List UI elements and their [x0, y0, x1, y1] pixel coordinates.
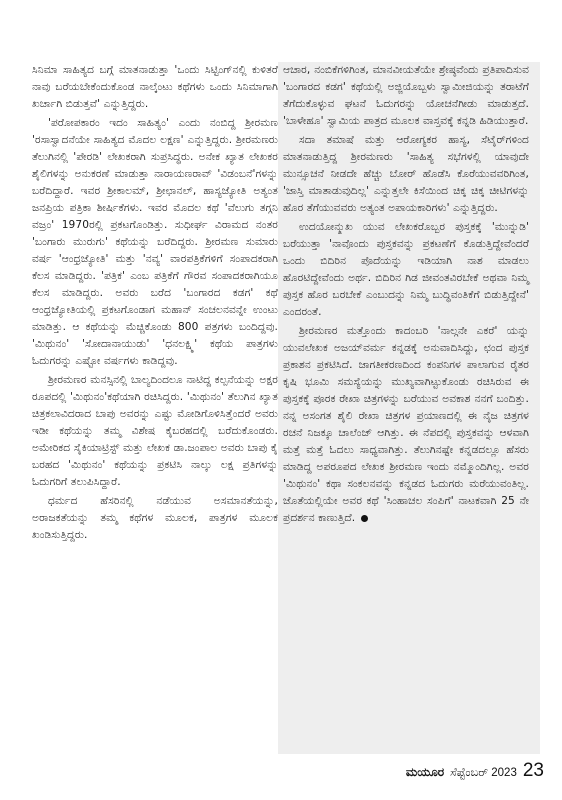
- right-paragraph-2: ಸದಾ ತಮಾಷೆ ಮತ್ತು ಆರೋಗ್ಯಕರ ಹಾಸ್ಯ, ಸೆಟೈರ್‌ಗಳಿಂದ ಮಾತನಾಡುತ್ತಿದ್ದ ಶ್ರೀರಮಣರು 'ಸಾಹಿತ್ಯ ಸಭೆಗಳಲ್ಲಿ ಯಾವುದೇ ಮುನ್ಸೂಚನೆ ನೀಡದೇ ಹೆಚ್ಚು ಬೋರ್ ಹೊಡೆಸಿ ಕೊರೆಯುವವರಿಗಿಂತ, 'ಜಾಸ್ತಿ ಮಾತಾಡುವುದಿಲ್ಲ' ಎನ್ನುತ್ತಲೇ ಕಿಸೆಯಿಂದ ಚಿಕ್ಕ ಚಿಕ್ಕ ಚೀಟಿಗಳನ್ನು ಹೊರ ತೆಗೆಯುವವರು ಅತ್ಯಂತ ಅಪಾಯಕಾರಿಗಳು' ಎನ್ನುತ್ತಿದ್ದರು.: [283, 134, 529, 214]
- right-column: [283, 62, 529, 529]
- right-paragraph-4-text: ಶ್ರೀರಮಣರ ಮತ್ತೊಂದು ಕಾದಂಬರಿ 'ನಾಲ್ಗನೇ ಎಕರೆ' ಯನ್ನು ಯುವಲೇಖಕ ಅಜಯ್‌ವರ್ಮ ಕನ್ನಡಕ್ಕೆ ಅನುವಾದಿಸಿದ್ದು, ಛಂದ ಪುಸ್ತಕ ಪ್ರಕಾಶನ ಪ್ರಕಟಿಸಿದೆ. ಜಾಗತೀಕರಣದಿಂದ ಕಂಪನಿಗಳ ಪಾಲಾಗುವ ರೈತರ ಕೃಷಿ ಭೂಮಿ ಸಮಸ್ಯೆಯನ್ನು ಮುಖ್ಯವಾಗಿಟ್ಟುಕೊಂಡು ರಚಿಸಿರುವ ಈ ಪುಸ್ತಕಕ್ಕೆ ಪೂರಕ ರೇಖಾ ಚಿತ್ರಗಳನ್ನು ಬರೆಯುವ ಅವಕಾಶ ನನಗೆ ಬಂದಿತ್ತು. ನನ್ನ ಅಸಂಗತ ಶೈಲಿ ರೇಖಾ ಚಿತ್ರಗಳ ಪ್ರಯಾಣದಲ್ಲಿ ಈ ನೈಜ ಚಿತ್ರಗಳ ರಚನೆ ನಿಜಕ್ಕೂ ಚಾಲೆಂಜ್ ಆಗಿತ್ತು. ಈ ನೆಪದಲ್ಲಿ ಪುಸ್ತಕವನ್ನು ಆಳವಾಗಿ ಮತ್ತೆ ಮತ್ತೆ ಓದಲು ಸಾಧ್ಯವಾಗಿತ್ತು. ತೆಲುಗಿನಷ್ಟೇ ಕನ್ನಡದಲ್ಲೂ ಹೆಸರು ಮಾಡಿದ್ದ ಅಪರೂಪದ ಲೇಖಕ ಶ್ರೀರಮಣ ಇಂದು ನಮ್ಮೊಂದಿಗಿಲ್ಲ. ಅವರ 'ಮಿಥುನಂ' ಕಥಾ ಸಂಕಲನವನ್ನು ಕನ್ನಡದ ಓದುಗರು ಮರೆಯುವಂತಿಲ್ಲ. ಜೊತೆಯಲ್ಲಿಯೇ ಅವರ ಕಥೆ 'ಸಿಂಹಾಚಲ ಸಂಪಿಗೆ' ನಾಟಕವಾಗಿ 25 ನೇ ಪ್ರದರ್ಶನ ಕಾಣುತ್ತಿದೆ.: [283, 325, 529, 524]
- left-paragraph-3: ಶ್ರೀರಮಣರ ಮನಸ್ಸಿನಲ್ಲಿ ಬಾಲ್ಯದಿಂದಲೂ ನಾಟಿದ್ದ ಕಲ್ಪನೆಯನ್ನು ಅಕ್ಷರ ರೂಪದಲ್ಲಿ 'ಮಿಥುನಂ'ಕಥೆಯಾಗಿ ರಚಿಸಿದ್ದರು. 'ಮಿಥುನಂ' ತೆಲುಗಿನ ಖ್ಯಾತ ಚಿತ್ರಕಲಾವಿದರಾದ ಬಾಪು ಅವರನ್ನು ಎಷ್ಟು ಮೋಡಿಗೊಳಿಸಿತ್ತೆಂದರೆ ಅವರು ಇಡೀ ಕಥೆಯನ್ನು ತಮ್ಮ ವಿಶೇಷ ಕೈಬರಹದಲ್ಲಿ ಬರೆದುಕೊಂಡರು. ಅಮೇರಿಕದ ಸೈಕಿಯಾಟ್ರಿಸ್ಟ್ ಮತ್ತು ಲೇಖಕ ಡಾ.ಜಂಪಾಲ ಅವರು ಬಾಪು ಕೈ ಬರಹದ 'ಮಿಥುನಂ' ಕಥೆಯನ್ನು ಪ್ರಕಟಿಸಿ ನಾಲ್ಕು ಲಕ್ಷ ಪ್ರತಿಗಳನ್ನು ಓದುಗರಿಗೆ ತಲುಪಿಸಿದ್ದಾರೆ.: [32, 374, 278, 488]
- left-paragraph-1: ಸಿನಿಮಾ ಸಾಹಿತ್ಯದ ಬಗ್ಗೆ ಮಾತನಾಡುತ್ತಾ 'ಒಂದು ಸಿಟ್ಟಿಂಗ್‌ನಲ್ಲಿ ಕುಳಿತರೆ ನಾವು ಬರೆಯಬೇಕೆಂದುಕೊಂಡ ನಾಲ್ಕೆಂಟು ಕಥೆಗಳು ಒಂದು ಸಿನಿಮಾಗಾಗಿ ಖರ್ಚಾಗಿ ಬಿಡುತ್ತವೆ' ಎನ್ನುತ್ತಿದ್ದರು.: [32, 64, 278, 110]
- right-paragraph-1: ಆಚಾರ, ನಂಬಿಕೆಗಳಿಗಿಂತ, ಮಾನವೀಯತೆಯೇ ಶ್ರೇಷ್ಠವೆಂದು ಪ್ರತಿಪಾದಿಸುವ 'ಬಂಗಾರದ ಕಡಗ' ಕಥೆಯಲ್ಲಿ ಅಜ್ಜಿಯೊಬ್ಬಳು ಸ್ವಾಮೀಜಿಯನ್ನು ತರಾಟೆಗೆ ತೆಗೆದುಕೊಳ್ಳುವ ಘಟನೆ ಓದುಗರನ್ನು ಯೋಚನೆಗೀಡು ಮಾಡುತ್ತದೆ. 'ಬಾಳೇಹೂ' ಸ್ವಾಮಿಯ ಪಾತ್ರದ ಮೂಲಕ ವಾಸ್ತವಕ್ಕೆ ಕನ್ನಡಿ ಹಿಡಿಯುತ್ತಾರೆ.: [283, 64, 529, 127]
- right-paragraph-4: [283, 323, 529, 527]
- page-footer: [404, 760, 544, 784]
- left-paragraph-2: 'ಪರೋಪಕಾರಂ ಇದಂ ಸಾಹಿತ್ಯಂ' ಎಂದು ನಂಬಿದ್ದ ಶ್ರೀರಮಣ 'ರಸಾಸ್ವಾದನೆಯೇ ಸಾಹಿತ್ಯದ ಮೊದಲ ಲಕ್ಷಣ' ಎನ್ನುತ್ತಿದ್ದರು. ಶ್ರೀರಮಣರು ತೆಲುಗಿನಲ್ಲಿ 'ಪೇರಡಿ' ಲೇಖಕರಾಗಿ ಸುಪ್ರಸಿದ್ಧರು. ಅನೇಕ ಖ್ಯಾತ ಲೇಖಕರ ಶೈಲಿಗಳನ್ನು ಅನುಕರಣೆ ಮಾಡುತ್ತಾ ನಾರಾಯಣರಾವ್ 'ವಿಡಂಬನೆ'ಗಳನ್ನು ಬರೆದಿದ್ದಾರೆ. ಇವರ ಶ್ರೀಕಾಲಮ್, ಶ್ರೀಛಾನಲ್, ಹಾಸ್ಯಜ್ಯೋತಿ ಅತ್ಯಂತ ಜನಪ್ರಿಯ ಪತ್ರಿಕಾ ಶೀರ್ಷಿಕೆಗಳು. ಇವರ ಮೊದಲ ಕಥೆ 'ವೆಲುಗು ತಗ್ಗನಿ ವಜ್ರಂ' 1970ರಲ್ಲಿ ಪ್ರಕಟಗೊಂಡಿತ್ತು. ಸುಧೀರ್ಘ ವಿರಾಮದ ನಂತರ 'ಬಂಗಾರು ಮುರುಗು' ಕಥೆಯನ್ನು ಬರೆದಿದ್ದರು. ಶ್ರೀರಮಣ ಸುಮಾರು ವರ್ಷ 'ಆಂಧ್ರಜ್ಯೋತಿ' ಮತ್ತು 'ನವ್ಯ' ವಾರಪತ್ರಿಕೆಗಳಿಗೆ ಸಂಪಾದಕರಾಗಿ ಕೆಲಸ ಮಾಡಿದ್ದರು. 'ಪತ್ರಿಕ' ಎಂಬ ಪತ್ರಿಕೆಗೆ ಗೌರವ ಸಂಪಾದಕರಾಗಿಯೂ ಕೆಲಸ ಮಾಡಿದ್ದರು. ಅವರು ಬರೆದ 'ಬಂಗಾರದ ಕಡಗ' ಕಥೆ ಆಂಧ್ರಜ್ಯೋತಿಯಲ್ಲಿ ಪ್ರಕಟಗೊಂಡಾಗ ಮಹಾನ್ ಸಂಚಲನವನ್ನೇ ಉಂಟು ಮಾಡಿತ್ತು. ಆ ಕಥೆಯನ್ನು ಮೆಚ್ಚಿಕೊಂಡು 800 ಪತ್ರಗಳು ಬಂದಿದ್ದವು. 'ಮಿಥುನಂ' 'ಸೋದಾನಾಯುಡು' 'ಧನಲಕ್ಷ್ಮಿ' ಕಥೆಯ ಪಾತ್ರಗಳು ಓದುಗರನ್ನು ಎಷ್ಟೋ ವರ್ಷಗಳು ಕಾಡಿದ್ದವು.: [32, 117, 278, 367]
- right-paragraph-3: ಉದಯೋನ್ಮುಖ ಯುವ ಲೇಖಕರೊಬ್ಬರ ಪುಸ್ತಕಕ್ಕೆ 'ಮುನ್ನುಡಿ' ಬರೆಯುತ್ತಾ 'ನಾವೊಂದು ಪುಸ್ತಕವನ್ನು ಪ್ರಕಟಣೆಗೆ ಕೊಡುತ್ತಿದ್ದೇವೆಂದರೆ ಒಂದು ಬಿದಿರಿನ ಪೊದೆಯನ್ನು ಇಡಿಯಾಗಿ ನಾಶ ಮಾಡಲು ಹೊರಟಿದ್ದೇವೆಂದು ಅರ್ಥ. ಬಿದಿರಿನ ಗಿಡ ಜೀವಂತವಿರಬೇಕೆ ಅಥವಾ ನಿಮ್ಮ ಪುಸ್ತಕ ಹೊರ ಬರಬೇಕೆ ಎಂಬುದನ್ನು ನಿಮ್ಮ ಬುದ್ಧಿವಂತಿಕೆಗೆ ಬಿಡುತ್ತಿದ್ದೇನೆ' ಎಂದರಂತೆ.: [283, 221, 529, 318]
- left-paragraph-4: ಧರ್ಮದ ಹೆಸರಿನಲ್ಲಿ ನಡೆಯುವ ಅಸಮಾನತೆಯನ್ನು, ಅರಾಜಕತೆಯನ್ನು ತಮ್ಮ ಕಥೆಗಳ ಮೂಲಕ, ಪಾತ್ರಗಳ ಮೂಲಕ ಖಂಡಿಸುತ್ತಿದ್ದರು.: [32, 495, 278, 541]
- left-column: [32, 62, 278, 546]
- end-of-article-bullet-icon: [361, 515, 368, 522]
- magazine-name: ಮಯೂರ: [405, 765, 445, 779]
- page-number: 23: [522, 760, 544, 781]
- issue-date: ಸೆಪ್ಟೆಂಬರ್ 2023: [450, 767, 517, 779]
